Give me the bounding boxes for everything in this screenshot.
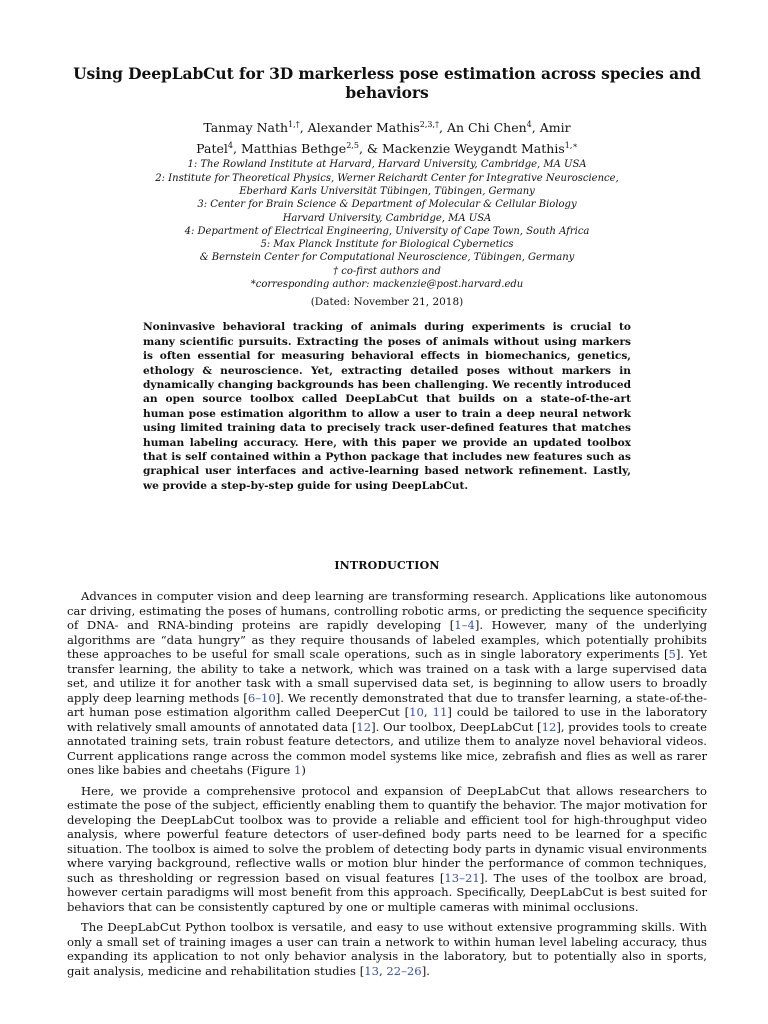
author-affiliation-marker: 4 [526, 120, 532, 129]
citation-link[interactable]: 10 [409, 705, 424, 720]
paper-page [67, 64, 707, 984]
affiliation-line: Eberhard Karls Universität Tübingen, Tübingen, Germany [239, 185, 535, 197]
affiliation-line: *corresponding author: mackenzie@post.harvard.edu [250, 278, 524, 290]
paper-title: Using DeepLabCut for 3D markerless pose estimation across species and behaviors [73, 64, 701, 102]
author-affiliation-marker: 1,† [288, 120, 300, 129]
paragraph-text: , [379, 963, 387, 978]
affiliation-line: 1: The Rowland Institute at Harvard, Harvard University, Cambridge, MA USA [187, 159, 587, 171]
affiliation-line: † co-first authors and [333, 265, 441, 277]
introduction-body [67, 589, 707, 978]
author-affiliation-marker: 2,3,† [419, 120, 440, 129]
paragraph-text: ]. [421, 963, 430, 978]
author-name: Tanmay Nath [203, 120, 289, 136]
citation-link[interactable]: 13 [364, 963, 379, 978]
citation-link[interactable]: 1–4 [454, 618, 475, 633]
citation-link[interactable]: 6–10 [247, 690, 276, 705]
citation-link[interactable]: 5 [668, 647, 676, 662]
author-affiliation-marker: 4 [227, 141, 233, 151]
author-affiliation-marker: 1,∗ [564, 141, 578, 151]
paragraph-text: Advances in computer vision and deep learning are transforming research. Applications like autonomous car driving, estimating the poses of humans, controlling robotic arms, or predicting the sequence specificity of DNA- and RNA-binding proteins are rapidly developing [ [67, 589, 707, 633]
abstract: Noninvasive behavioral tracking of animals during experiments is crucial to many scientific pursuits. Extracting the poses of animals without using markers is often essential for measuring behavioral effects in biomechanics, genetics, ethology & neuroscience. Yet, extracting detailed poses without markers in dynamically changing backgrounds has been challenging. We recently introduced an open source toolbox called DeepLabCut that builds on a state-of-the-art human pose estimation algorithm to allow a user to train a deep neural network using limited training data to precisely track user-defined features that matches human labeling accuracy. Here, with this paper we provide an updated toolbox that is self contained within a Python package that includes new features such as graphical user interfaces and active-learning based network refinement. Lastly, we provide a step-by-step guide for using DeepLabCut. [143, 321, 631, 492]
paragraph-text: ]. We recently demonstrated that due to transfer learning, a state-of-the-art human pose estimation algorithm called DeeperCut [ [67, 690, 707, 720]
paragraph-text: Here, we provide a comprehensive protocol and expansion of DeepLabCut that allows researchers to estimate the pose of the subject, efficiently enabling them to quantify the behavior. The major motivation for developing the DeepLabCut toolbox was to provide a reliable and efficient tool for high-throughput video analysis, where powerful feature detectors of user-defined body parts need to be learned for a specific situation. The toolbox is aimed to solve the problem of detecting body parts in dynamic visual environments where varying background, reflective walls or motion blur hinder the performance of common techniques, such as thresholding or regression based on visual features [ [67, 783, 707, 885]
paragraph-text: ]. Our toolbox, DeepLabCut [ [371, 719, 542, 734]
section-heading-introduction: INTRODUCTION [334, 559, 440, 573]
paragraph-text: ] could be tailored to use in the laboratory with relatively small amounts of annotated data [ [67, 705, 707, 734]
body-paragraph [67, 920, 707, 978]
paragraph-text: , [423, 705, 433, 720]
body-paragraph [67, 589, 707, 778]
body-paragraph [67, 784, 707, 915]
paragraph-text: ], provides tools to create annotated training sets, train robust feature detectors, and utilize them to analyze novel behavioral videos. Current applications range across the common model systems like mice, zebrafish and flies as well as rarer ones like babies and cheetahs (Figure [67, 719, 707, 778]
citation-link[interactable]: 22–26 [386, 963, 422, 978]
dated-line: (Dated: November 21, 2018) [310, 296, 464, 309]
citation-link[interactable]: 1 [293, 763, 302, 778]
paragraph-text: The DeepLabCut Python toolbox is versatile, and easy to use without extensive programming skills. With only a small set of training images a user can train a network to within human level labeling accuracy, thus expanding its application to not only behavior analysis in the laboratory, but to potentially also in sports, gait analysis, medicine and rehabilitation studies [ [67, 920, 707, 978]
author-name: , Matthias Bethge [233, 141, 347, 157]
affiliation-line: 2: Institute for Theoretical Physics, Werner Reichardt Center for Integrative Neuroscience, [155, 172, 619, 184]
affiliation-line: & Bernstein Center for Computational Neuroscience, Tübingen, Germany [199, 252, 575, 264]
author-line-1 [67, 116, 707, 136]
affiliation-line: Harvard University, Cambridge, MA USA [282, 212, 492, 224]
author-name: , & Mackenzie Weygandt Mathis [358, 141, 565, 157]
citation-link[interactable]: 11 [432, 705, 448, 720]
citation-link[interactable]: 12 [541, 719, 557, 734]
author-affiliation-marker: 2,5 [346, 141, 359, 151]
author-name: , An Chi Chen [439, 120, 527, 136]
author-line-2 [67, 137, 707, 157]
author-name: , Amir [531, 120, 571, 136]
paragraph-text: ]. Yet transfer learning, the ability to take a network, which was trained on a task with a large supervised data set, and utilize it for another task with a small supervised data set, is beginning to allow users to broadly apply deep learning methods [ [67, 647, 707, 705]
author-name: Patel [196, 141, 228, 157]
paragraph-text: ) [301, 763, 306, 778]
citation-link[interactable]: 12 [356, 719, 372, 734]
affiliation-line: 5: Max Planck Institute for Biological Cybernetics [260, 239, 514, 251]
affiliations [67, 158, 707, 291]
affiliation-line: 3: Center for Brain Science & Department of Molecular & Cellular Biology [197, 199, 577, 211]
paragraph-text: ]. However, many of the underlying algorithms are “data hungry” as they require thousands of labeled examples, which potentially prohibits these approaches to be useful for small scale operations, such as in single laboratory experiments [ [67, 618, 707, 662]
paragraph-text: ]. The uses of the toolbox are broad, however certain paradigms will most benefit from this approach. Specifically, DeepLabCut is best suited for behaviors that can be consistently captured by one or multiple cameras with minimal occlusions. [67, 870, 707, 914]
citation-link[interactable]: 13–21 [444, 870, 480, 885]
affiliation-line: 4: Department of Electrical Engineering, University of Cape Town, South Africa [184, 225, 590, 237]
author-name: , Alexander Mathis [299, 120, 420, 136]
